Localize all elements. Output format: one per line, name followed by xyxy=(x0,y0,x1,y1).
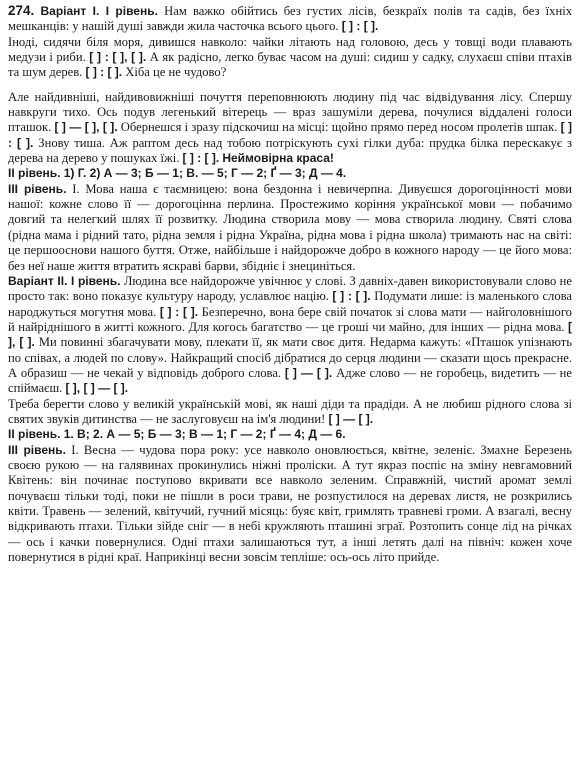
variant1-level3 xyxy=(8,182,572,274)
v2-text4: Ми повинні збагачувати мову, плекати її, як мати своє дитя. Недарма кажуть: «Пташок упізнають по співах, а людей по слову». Найкращий спосіб дібратися до серця людини — сказати щось прекрасне. А образиш — не чекай у відповідь доброго слова. xyxy=(8,335,572,380)
v2-scheme3: [ ], [ ]. xyxy=(8,319,572,350)
v2-text5: Адже слово — не горобець, видетить — не спіймаєш. xyxy=(8,365,573,396)
v2-level2-heading: ІІ рівень. xyxy=(8,427,61,442)
variant2-level3 xyxy=(8,443,572,566)
v1-level2-heading: ІІ рівень. xyxy=(8,166,61,181)
v2-text2: Подумати лише: із маленького слова народжуться могутня мова. xyxy=(8,289,572,319)
paragraph-gap xyxy=(8,81,572,90)
variant2-level1-paragraph1 xyxy=(8,274,572,397)
v2-text6: Треба берегти слово у великій українській мові, як наші діди та прадіди. А не любиш рідного слова зі святих звуків дитинства — не заслуговуєш на ім'я людини! xyxy=(8,396,572,426)
v2-text1: Людина все найдорожче увічнює у слові. З давніх-давен використовували слово не просто так: воно показує культуру народу, уславлює націю. xyxy=(8,273,572,304)
v2-scheme4: [ ] — [ ]. xyxy=(284,365,333,380)
v1-scheme5: [ ] — [ ], [ ]. xyxy=(54,120,118,135)
v2-scheme5: [ ], [ ] — [ ]. xyxy=(65,381,129,396)
v1-level3-text: І. Мова наша є таємницею: вона бездонна і невичерпна. Дивуєшся дорогоцінності мови нашої: кожне слово її — дорогоцінна перлина. Простежимо коріння української мови — побачимо довгий та нелегкий шлях її розвитку. Людина створила мову — мова створила людину. Святі слова (рідна мама і рідний тато, рідна земля і рідна Україна, рідна мова і рідна школа) тримають нас на світі: це першооснови нашого буття. Отже, найбільше і найдорожче добро в кожного народу — це його мова: без неї наше життя втратить яскраві барви, збідніє і знециніться. xyxy=(8,181,572,273)
v1-scheme7: [ ] : [ ]. xyxy=(182,151,220,166)
v1-scheme1: [ ] : [ ]. xyxy=(341,19,379,34)
v1-scheme3: [ ] : [ ]. xyxy=(85,65,123,80)
v1-text2: Іноді, сидячи біля моря, дивишся навколо: чайки літають над головою, десь у товщі води плавають медузи і риби. xyxy=(8,34,572,65)
v2-scheme1: [ ] : [ ]. xyxy=(332,289,371,304)
v1-level3-heading: ІІІ рівень. xyxy=(8,181,67,196)
variant1-level1-paragraph1 xyxy=(8,3,572,35)
v1-text7: Знову тиша. Аж раптом десь над тобою потріскують сухі гілки дуба: прудка білка перескакує з дерева на дерево у пошуках їжі. xyxy=(8,135,572,166)
v1-scheme6: [ ] : [ ]. xyxy=(8,120,573,150)
variant2-level1-paragraph2 xyxy=(8,397,572,428)
v1-text5: Але найдивніші, найдивовижніші почуття переповнюють людину під час відвідування лісу. Спершу навкруги тихо. Ось подув легенький вітерець — враз зашуміли дерева, почулися віддалені голоси пташок. xyxy=(8,89,572,135)
v2-scheme6: [ ] — [ ]. xyxy=(328,411,374,426)
v2-level3-heading: ІІІ рівень. xyxy=(8,442,66,457)
v2-level2-answers: 1. В; 2. А — 5; Б — 3; В — 1; Г — 2; Ґ — 4; Д — 6. xyxy=(63,427,346,442)
variant2-heading: Варіант ІІ. І рівень. xyxy=(8,273,121,288)
variant1-level1-paragraph2 xyxy=(8,35,572,81)
variant1-level1-paragraph3 xyxy=(8,90,572,167)
v2-scheme2: [ ] : [ ]. xyxy=(159,304,199,319)
v1-text1: Нам важко обійтись без густих лісів, безкраїх полів та садів, без їхніх мешканців: у нашій душі завжди жила часточка всього цього. xyxy=(8,4,573,34)
variant2-level2 xyxy=(8,427,572,442)
v1-text3: А як радісно, легко буває часом на душі: сидиш у садку, слухаєш співи птахів та шум дерев. xyxy=(8,50,572,80)
v1-text4: Хіба це не чудово? xyxy=(125,65,227,80)
v2-level3-text: І. Весна — чудова пора року: усе навколо оновлюється, квітне, зеленіє. Змахне Березень своєю рукою — на галявинах прокинулись ніжні проліски. А тут якраз поспіє на зміну невгамовний Квітень: він починає поступово вкривати все навколо зеленим. Справжній, чистий аромат землі почуваєш тільки тоді, поки не пішли в роси трави, не розпустилося на деревах листя, не розкрились квіти. Травень — зелений, квітучий, гучний місяць: буяє квіт, гримлять травневі громи. А взагалі, весну відкривають птахи. Тільки зійде сніг — в небі кружляють пташині зграї. Розтопить сонце лід на річках — ось і качки повернулися. Одні птахи залишаються тут, а інші летять далі на північ: кожен хоче повернутися в рідні краї. Наприкінці весни зовсім тепліше: ось-ось літо прийде. xyxy=(8,442,572,565)
v1-level2-answers: 1) Г. 2) А — 3; Б — 1; В. — 5; Г — 2; Ґ — 3; Д — 4. xyxy=(63,166,347,181)
v1-scheme2: [ ] : [ ], [ ]. xyxy=(89,50,147,65)
exercise-number: 274. xyxy=(8,3,35,18)
v1-text6: Обернешся і зразу підскочиш на місці: щойно прямо перед носом пролетів шпак. xyxy=(120,120,558,135)
variant1-level2 xyxy=(8,166,572,181)
variant1-heading: Варіант І. І рівень. xyxy=(40,4,158,18)
v1-text8: Неймовірна краса! xyxy=(222,151,334,166)
v2-text3: Безперечно, вона бере свій початок зі слова мати — найголовнішого й найріднішого в житті кожного. Для когось багатство — це гроші чи майно, для інших — рідна мова. xyxy=(8,304,572,334)
